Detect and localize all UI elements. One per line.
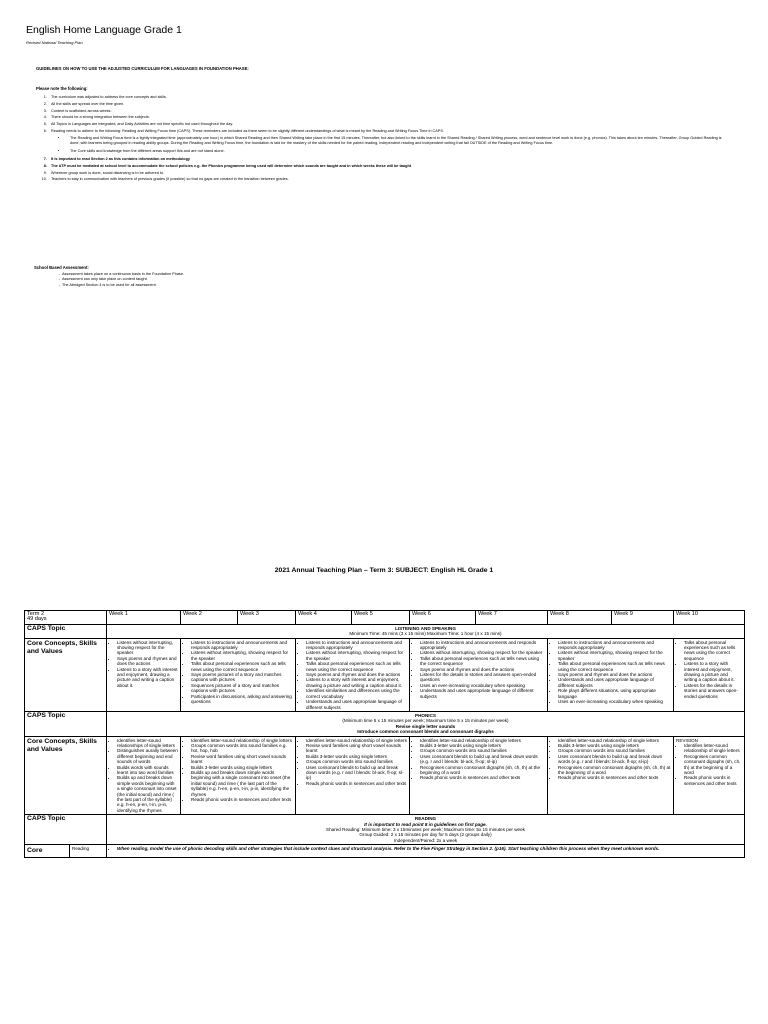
week-header: Week 8	[548, 611, 612, 625]
assessment-item: - Assessment takes place on a continuous basis in the Foundation Phase.	[62, 272, 184, 277]
guideline-item: 7. It is important to read Section 2 as this contains information on methodology	[48, 156, 728, 163]
guideline-item: 4. There should be a strong integration between the subjects.	[48, 114, 728, 121]
phonics-core-row	[25, 736, 745, 815]
week-header: Week 3	[238, 611, 296, 625]
guidelines-list	[30, 94, 728, 183]
core-label: Core Concepts, Skills and Values	[25, 736, 107, 815]
week-header: Week 2	[181, 611, 238, 625]
guideline-item: 5. All Topics in Languages are integrated, and Daily Activities are not time specific but used throughout the day.	[48, 121, 728, 128]
week-header: Week 9	[612, 611, 674, 625]
listening-topic: LISTENING AND SPEAKING Minimum Time: 45 mins (3 x 15 mins) Maximum Time: 1 hour (4 x 15 mins)	[107, 624, 745, 638]
atp-table	[24, 610, 745, 858]
caps-topic-label: CAPS Topic	[25, 815, 107, 845]
week-header: Week 10	[674, 611, 745, 625]
reading-core-label-cell	[25, 845, 107, 858]
phonics-weeks-8-9: • Identifies letter-sound relationship of single letters • Builds 3-letter words using single letters • Groups common words into sound families • Uses consonant blends to build up and break down words (e.g. r and l blends: bl-ack, fl-op; sl-ip) • Recognises common consonant digraphs (sh, ch, th) at the beginning of a word • Reads phonic words in sentences and other texts	[548, 736, 674, 815]
phonics-weeks-2-3: • Identifies letter-sound relationship of single letters • Groups common words into sound families e.g. hot, hop, hob • Revise word families using short vowel sounds learnt • Builds 3-letter words using single letters • Builds up and breaks down simple words beginning with a single consonant into onset (the initial sound) and rime ( the last part of the syllable) e.g. h-en, p-en, t-in, p-in, identifying the rhymes • Reads phonic words in sentences and other texts	[181, 736, 296, 815]
week-header: Week 1	[107, 611, 181, 625]
guidelines-heading: GUIDELINES ON HOW TO USE THE ADJUSTED CURRICULUM FOR LANGUAGES IN FOUNDATION PHASE:	[36, 66, 249, 71]
phonics-weeks-4-5: • Identifies letter-sound relationship of single letters • Revise word families using short vowel sounds learnt • Builds 3-letter words using single letters • Groups common words into sound families • Uses consonant blends to build up and break down words (e.g. r and l blends: bl-ack, fl-op; sl-ip) • Reads phonic words in sentences and other texts	[296, 736, 410, 815]
reading-core-row	[25, 845, 745, 858]
week-header: Week 6	[410, 611, 476, 625]
reading-topic-row	[25, 815, 745, 845]
week-header: Week 4	[296, 611, 352, 625]
listening-week-10: • Talks about personal experiences such as tells news using the correct sequence • Listens to a story with interest and enjoyment, drawing a picture and writing a caption about it. • Listens for the details in stories and answers open-ended questions	[674, 638, 745, 711]
guideline-item	[48, 128, 728, 154]
listening-weeks-6-7: • Listens to instructions and announcements and responds appropriately • Listens without interrupting, showing respect for the speaker • Talks about personal experiences such as tells news using the correct sequence • Says poems and rhymes and does the actions • Listens for the details in stories and answers open-ended questions • Uses an ever-increasing vocabulary when speaking • Understands and uses appropriate language of different subjects	[410, 638, 548, 711]
listening-weeks-2-3: • Listens to instructions and announcements and responds appropriately • Listens without interrupting, showing respect for the speaker • Talks about personal experiences such as tells news using the correct sequence • Says poems pictures of a story and matches captions with pictures • Sequences pictures of a story and matches captions with pictures • Participates in discussions, asking and answering questions	[181, 638, 296, 711]
guideline-item: 8. The ATP must be mediated at school level to accommodate the school policies e.g. the Phonics programme being used will determine which sounds are taught and in which weeks these will be taught	[48, 163, 728, 170]
guideline-item: 3. Content is scaffolded across weeks.	[48, 108, 728, 115]
assessment-list	[48, 272, 184, 288]
phonics-topic: PHONICS (Minimum time 5 x 15 minutes per week; Maximum time 5 x 15 minutes per week) Revise single letter sounds Introduce common consonant blends and consonant digraphs	[107, 711, 745, 736]
caps-topic-label: CAPS Topic	[25, 711, 107, 736]
caps-topic-label: CAPS Topic	[25, 624, 107, 638]
atp-title: 2021 Annual Teaching Plan – Term 3: SUBJECT: English HL Grade 1	[274, 567, 494, 574]
assessment-item: - Assessment can only take place on content taught.	[62, 277, 184, 282]
guideline-item-text: Reading needs to adhere to the following: Reading and Writing Focus time (CAPS). These reminders are included as there seem to be slightly different understandings of what is meant by the Reading and Writing Focus Time in CAPS.	[51, 128, 444, 133]
phonics-weeks-6-7: • Identifies letter-sound relationship of single letters • Builds 3-letter words using single letters • Groups common words into sound families • Uses consonant blends to build up and break down words (e.g. r and l blends: bl-ack, fl-op; sl-ip) • Recognises common consonant digraphs (sh, ch, th) at the beginning of a word • Reads phonic words in sentences and other texts	[410, 736, 548, 815]
listening-weeks-4-5: • Listens to instructions and announcements and responds appropriately • Listens without interrupting, showing respect for the speaker • Talks about personal experiences such as tells news using the correct sequence • Says poems and rhymes and does the actions • Listens to a story with interest and enjoyment, drawing a picture and writing a caption about it. • Identifies similarities and differences using the correct vocabulary • Understands and uses appropriate language of different subjects	[296, 638, 410, 711]
reading-topic: READING It is important to read point 8 in guidelines on first page. Shared Reading: Minimum time: 3 x 15minutes per week; Maximum time: 5x 15 minutes per week Group Guided: 2 x 15 minutes per day for 5 days (2 groups daily) Independent/Paired: 2x a week	[107, 815, 745, 845]
document-subtitle: Revised National Teaching Plan	[26, 40, 83, 45]
listening-weeks-1: • Listens without interrupting, showing respect for the speaker • Says poems and rhymes and does the actions • Listens to a story with interest and enjoyment, drawing a picture and writing a caption about it.	[107, 638, 181, 711]
guideline-sub-item: • The Core skills and knowledge from the different areas support this and are not stand alone.	[67, 149, 728, 154]
document-title: English Home Language Grade 1	[26, 24, 182, 36]
guideline-item: 9. Wherever group work is done, social distancing is to be adhered to.	[48, 170, 728, 177]
listening-weeks-8-9: • Listens to instructions and announcements and responds appropriately • Listens without interrupting, showing respect for the speaker • Talks about personal experiences such as tells news using the correct sequence • Says poems and rhymes and does the actions • Understands and uses appropriate language of different subjects • Role plays different situations, using appropriate language • Uses an ever-increasing vocabulary when speaking	[548, 638, 674, 711]
assessment-heading: School Based Assessment:	[34, 265, 89, 270]
phonics-week-10: REVISION • Identifies letter-sound relationship of single letters • Recognises common consonant digraphs (sh, ch, th) at the beginning of a word • Reads phonic words in sentences and other texts	[674, 736, 745, 815]
listening-core-row	[25, 638, 745, 711]
guideline-item: 1. The curriculum was adjusted to address the core concepts and skills.	[48, 94, 728, 101]
term-cell: Term 2 49 days	[25, 611, 107, 625]
week-header-row	[25, 611, 745, 625]
phonics-topic-row	[25, 711, 745, 736]
core-label: Core	[27, 847, 43, 855]
guideline-item: 2. All the skills are spread over the time given.	[48, 101, 728, 108]
guideline-sub-list	[51, 136, 728, 154]
phonics-weeks-1: • Identifies letter-sound relationships of single letters • Distinguishes aurally between different beginning and end sounds of words • Builds words with sounds learnt into two word families • Builds up and breaks down simple words beginning with a single consonant into onset (the initial sound) and rime ( the last part of the syllable) e.g. h-en, p-en, t-in, p-in, identifying the rhymes	[107, 736, 181, 815]
listening-topic-row	[25, 624, 745, 638]
notes-heading: Please note the following:	[36, 86, 88, 91]
week-header: Week 7	[476, 611, 548, 625]
core-label: Core Concepts, Skills and Values	[25, 638, 107, 711]
guideline-item: 10. Teachers to stay in communication with teachers of previous grades (if possible) so that no gaps are created in the transition between grades.	[48, 176, 728, 183]
guideline-sub-item: • The Reading and Writing Focus time is a tightly integrated time (approximately one hour) in which Shared Reading and then Shared Writing take place in the first 15 minutes. Thereafter, but also linked to the skills learnt in the Shared Reading / Shared Writing process, word and sentence level work is done (e.g. phonics). This takes about ten minutes. Thereafter, Group Guided Reading is done, with learners being grouped in reading ability groups. During the Reading and Writing Focus time, the foundation is laid for the mastery of the skills needed for the paired reading, independent reading and independent writing that fall OUTSIDE of the Reading and Writing Focus time.	[67, 136, 728, 147]
week-header: Week 5	[352, 611, 410, 625]
reading-sub-label: Reading	[69, 845, 91, 857]
revision-label: REVISION	[676, 737, 698, 743]
assessment-item: - The Abridged Section 4 is to be used for all assessment.	[62, 283, 184, 288]
reading-guidance: • When reading, model the use of phonic decoding skills and other strategies that include context clues and structural analysis. Refer to the Five Finger Strategy in Section 2. (p16). Start teaching children this process when they meet unknown words.	[107, 845, 745, 858]
